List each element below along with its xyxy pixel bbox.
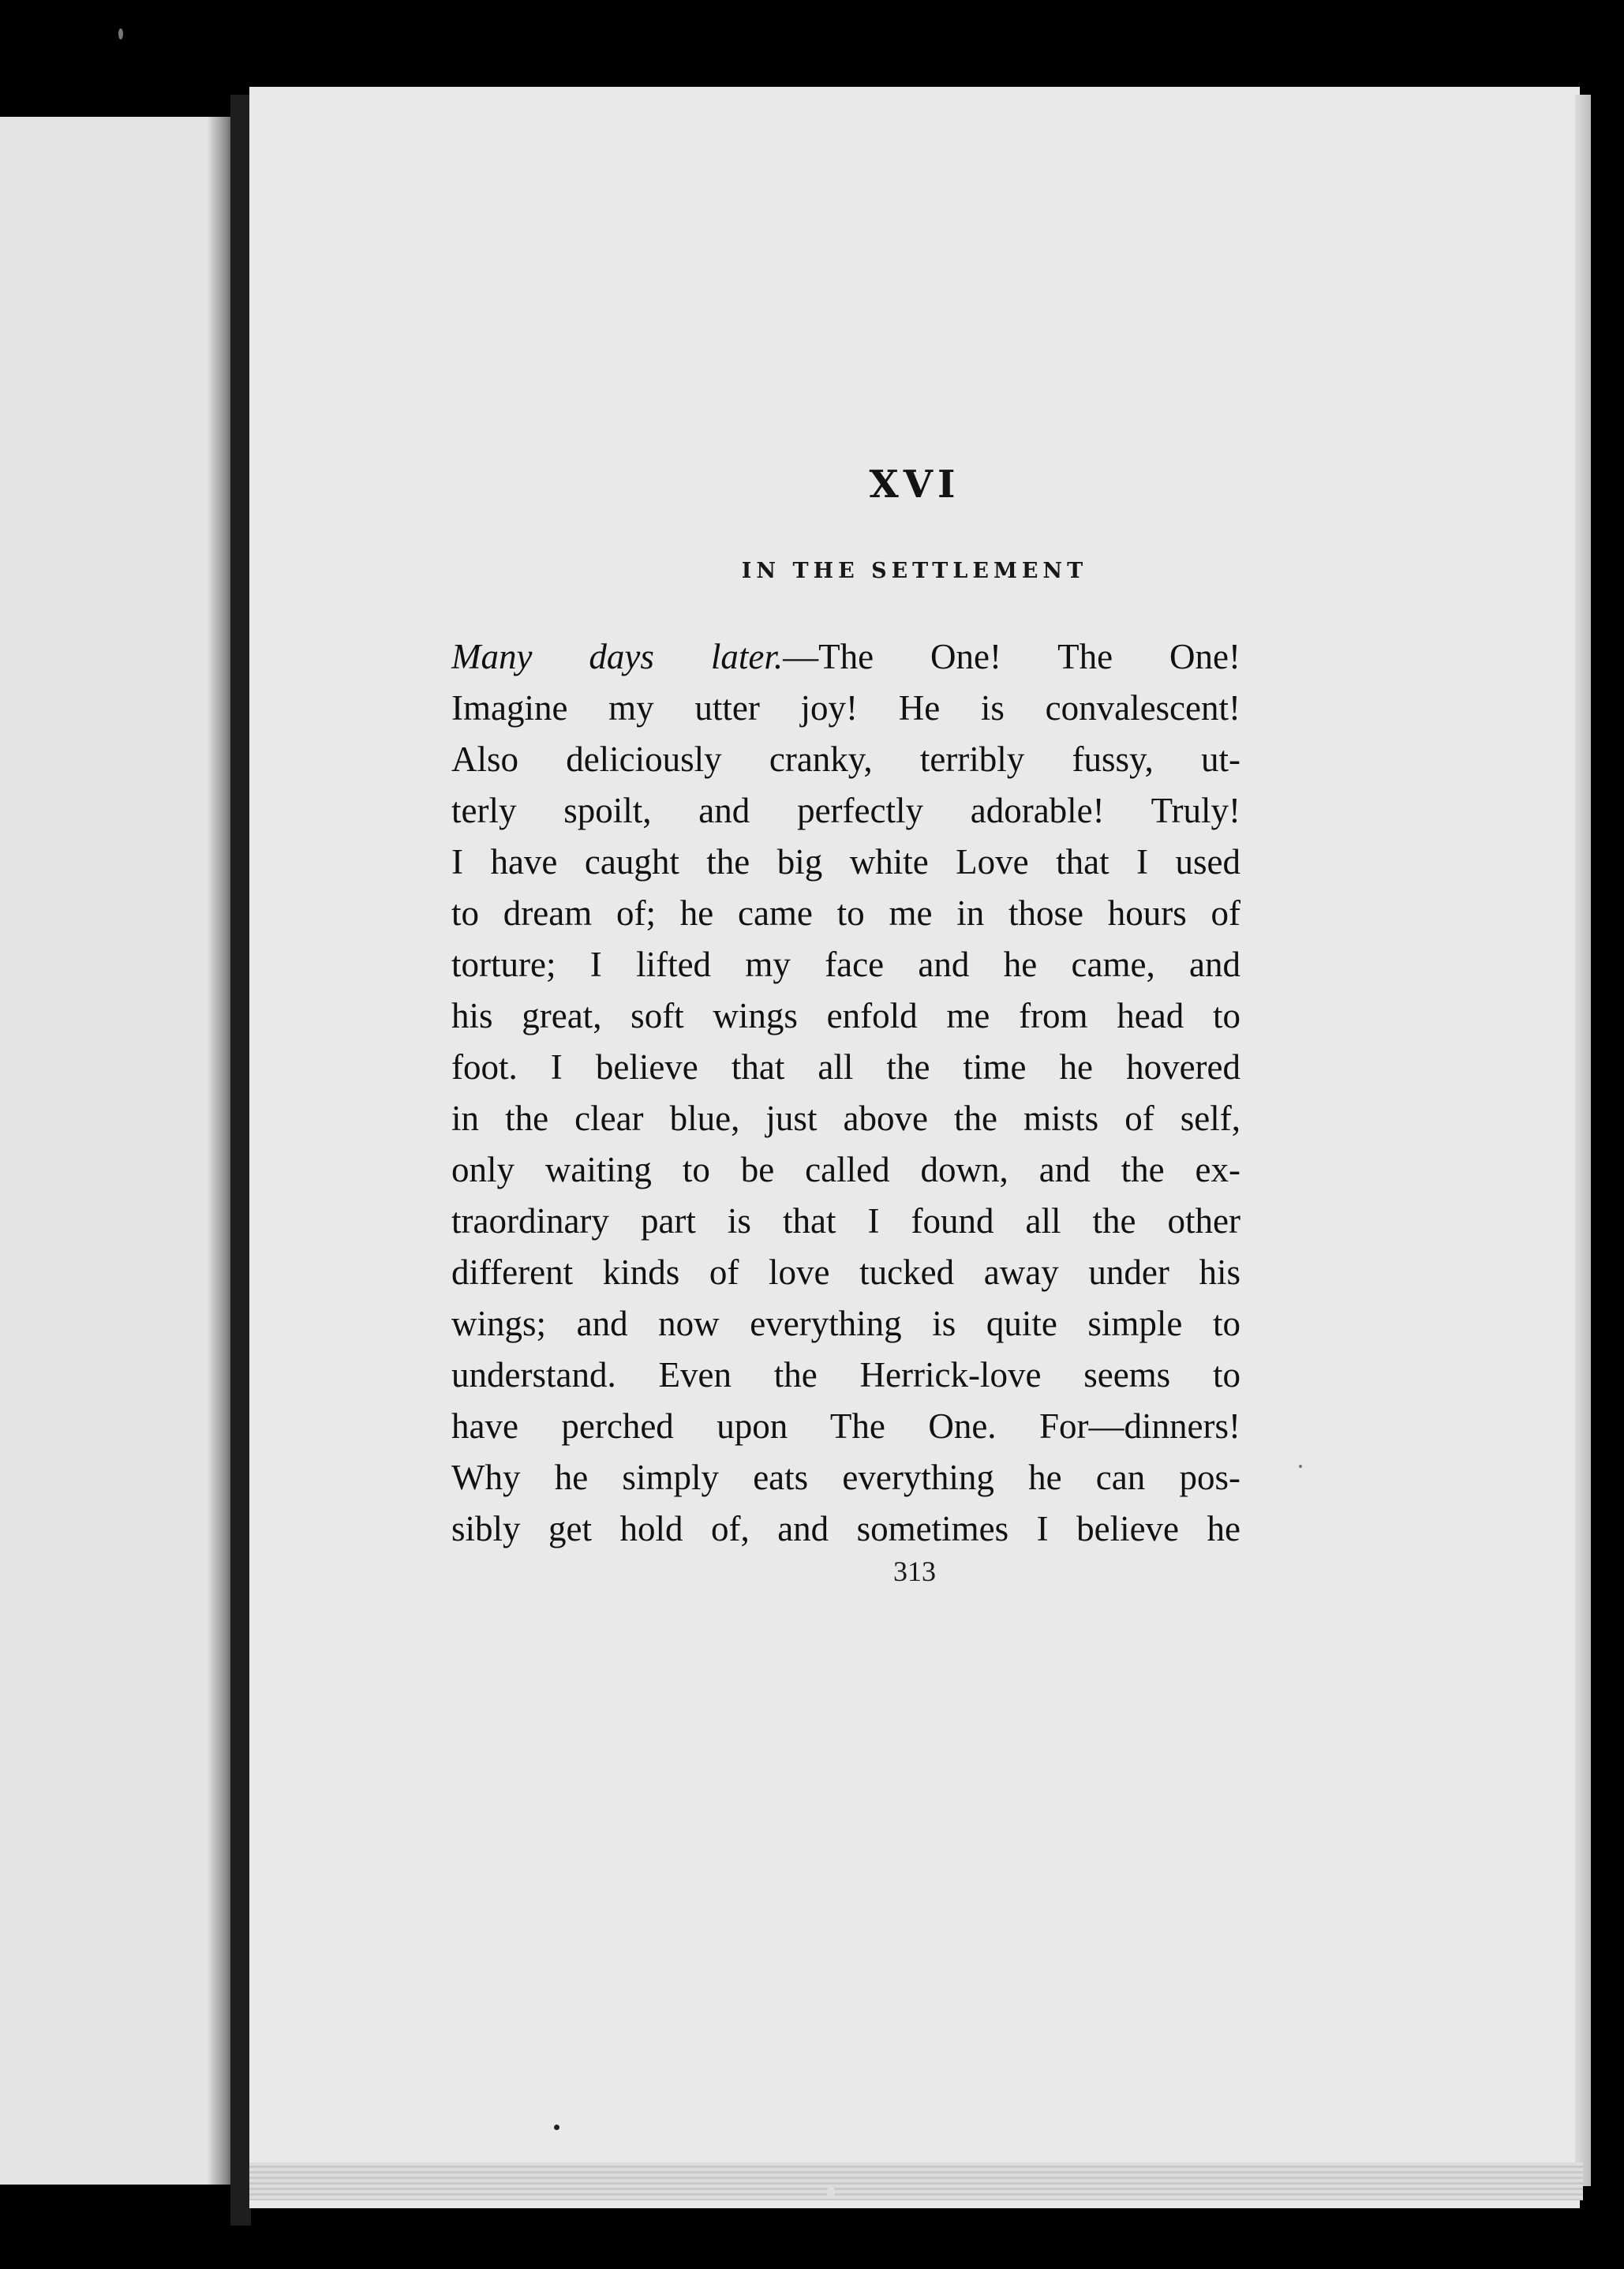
text-line: torture; I lifted my face and he came, and — [451, 945, 1240, 984]
text-line: I have caught the big white Love that I used — [451, 842, 1240, 882]
text-line — [451, 631, 1240, 683]
text-line: Also deliciously cranky, terribly fussy, ut- — [451, 739, 1240, 779]
right-page-edge — [1575, 95, 1591, 2186]
text-line: understand. Even the Herrick-love seems to — [451, 1355, 1240, 1395]
text-line-rest: —The One! The One! — [783, 637, 1240, 676]
left-page-edge — [0, 117, 230, 2185]
text-line: in the clear blue, just above the mists of self, — [451, 1099, 1240, 1138]
text-line: Why he simply eats everything he can pos- — [451, 1458, 1240, 1497]
bottom-page-edges — [249, 2162, 1583, 2200]
page-number: 313 — [893, 1556, 936, 1587]
text-line: Imagine my utter joy! He is convalescent! — [451, 688, 1240, 728]
body-text — [451, 631, 1240, 1555]
chapter-number: XVI — [869, 462, 960, 507]
scan-speck — [554, 2125, 559, 2130]
scan-speck — [118, 28, 123, 39]
book-spine — [230, 95, 251, 2226]
chapter-title: IN THE SETTLEMENT — [741, 559, 1088, 583]
scan-speck — [1299, 1465, 1302, 1468]
text-line: terly spoilt, and perfectly adorable! Truly! — [451, 791, 1240, 830]
text-line-lead: Many days later. — [451, 637, 784, 676]
text-line: foot. I believe that all the time he hovered — [451, 1047, 1240, 1087]
text-line: have perched upon The One. For—dinners! — [451, 1406, 1240, 1446]
text-line: only waiting to be called down, and the ex- — [451, 1150, 1240, 1189]
scan-speck — [827, 2186, 835, 2199]
text-line: traordinary part is that I found all the other — [451, 1201, 1240, 1241]
text-line: to dream of; he came to me in those hours of — [451, 893, 1240, 933]
text-line: wings; and now everything is quite simple to — [451, 1304, 1240, 1343]
text-line: his great, soft wings enfold me from head to — [451, 996, 1240, 1035]
text-line: different kinds of love tucked away under his — [451, 1252, 1240, 1292]
text-line: sibly get hold of, and sometimes I believe he — [451, 1509, 1240, 1548]
